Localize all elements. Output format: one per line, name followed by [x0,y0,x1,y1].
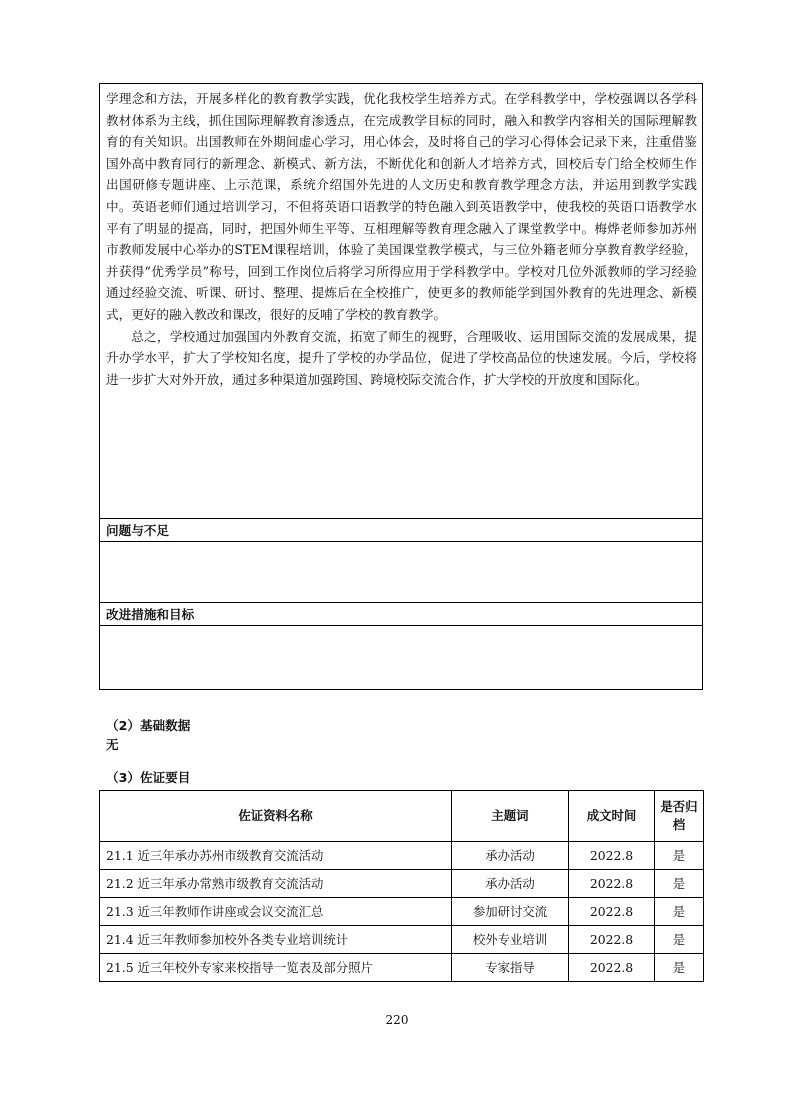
row-keyword: 承办活动 [452,842,569,870]
evidence-table [99,790,704,982]
summary-paragraph-1: 学理念和方法，开展多样化的教育教学实践，优化我校学生培养方式。在学科教学中，学校强调以各学科教材体系为主线，抓住国际理解教育渗透点，在完成教学目标的同时，融入和教学内容相关的国际理解教育的有关知识。出国教师在外期间虚心学习，用心体会，及时将自己的学习心得体会记录下来，注重借鉴国外高中教育同行的新理念、新模式、新方法，不断优化和创新人才培养方式，回校后专门给全校师生作出国研修专题讲座、上示范课，系统介绍国外先进的人文历史和教育教学理念方法，并运用到教学实践中。英语老师们通过培训学习，不但将英语口语教学的特色融入到英语教学中，使我校的英语口语教学水平有了明显的提高，同时，把国外师生平等、互相理解等教育理念融入了课堂教学中。梅烨老师参加苏州市教师发展中心举办的STEM课程培训，体验了美国课堂教学模式，与三位外籍老师分享教育教学经验，并获得“优秀学员”称号，回到工作岗位后将学习所得应用于学科教学中。学校对几位外派教师的学习经验通过经验交流、听课、研讨、整理、提炼后在全校推广，使更多的教师能学到国外教育的先进理念、新模式，更好的融入教改和课改，很好的反哺了学校的教育教学。 [106,91,697,322]
row-archived: 是 [655,870,704,898]
header-keyword: 主题词 [452,791,569,842]
summary-paragraph-2: 总之，学校通过加强国内外教育交流，拓宽了师生的视野，合理吸收、运用国际交流的发展成果，提升办学水平，扩大了学校知名度，提升了学校的办学品位，促进了学校高品位的快速发展。今后，学校将进一步扩大对外开放，通过多种渠道加强跨国、跨境校际交流合作，扩大学校的开放度和国际化。 [106,328,697,387]
row-document-name: 21.1 近三年承办苏州市级教育交流活动 [100,842,452,870]
improvements-heading: 改进措施和目标 [100,602,702,625]
row-archived: 是 [655,842,704,870]
improvements-content-cell [100,625,702,689]
basic-data-title: （2）基础数据 [106,718,191,733]
row-archived: 是 [655,926,704,954]
table-row [100,842,704,870]
report-box [99,83,703,690]
row-date: 2022.8 [569,954,655,982]
row-archived: 是 [655,898,704,926]
row-document-name: 21.5 近三年校外专家来校指导一览表及部分照片 [100,954,452,982]
table-row [100,870,704,898]
row-date: 2022.8 [569,870,655,898]
row-date: 2022.8 [569,842,655,870]
row-document-name: 21.4 近三年教师参加校外各类专业培训统计 [100,926,452,954]
row-keyword: 参加研讨交流 [452,898,569,926]
problems-heading: 问题与不足 [100,518,702,541]
table-row [100,898,704,926]
page-number: 220 [385,1013,409,1027]
row-archived: 是 [655,954,704,982]
row-document-name: 21.3 近三年教师作讲座或会议交流汇总 [100,898,452,926]
row-keyword: 专家指导 [452,954,569,982]
basic-data-value: 无 [106,737,119,752]
row-keyword: 承办活动 [452,870,569,898]
evidence-header-row [100,791,704,842]
table-row [100,926,704,954]
problems-content-cell [100,541,702,602]
summary-text-cell [100,84,702,518]
header-document-name: 佐证资料名称 [100,791,452,842]
evidence-title: （3）佐证要目 [106,770,191,785]
header-date: 成文时间 [569,791,655,842]
table-row [100,954,704,982]
header-archived: 是否归档 [655,791,704,842]
row-document-name: 21.2 近三年承办常熟市级教育交流活动 [100,870,452,898]
row-date: 2022.8 [569,898,655,926]
row-date: 2022.8 [569,926,655,954]
row-keyword: 校外专业培训 [452,926,569,954]
